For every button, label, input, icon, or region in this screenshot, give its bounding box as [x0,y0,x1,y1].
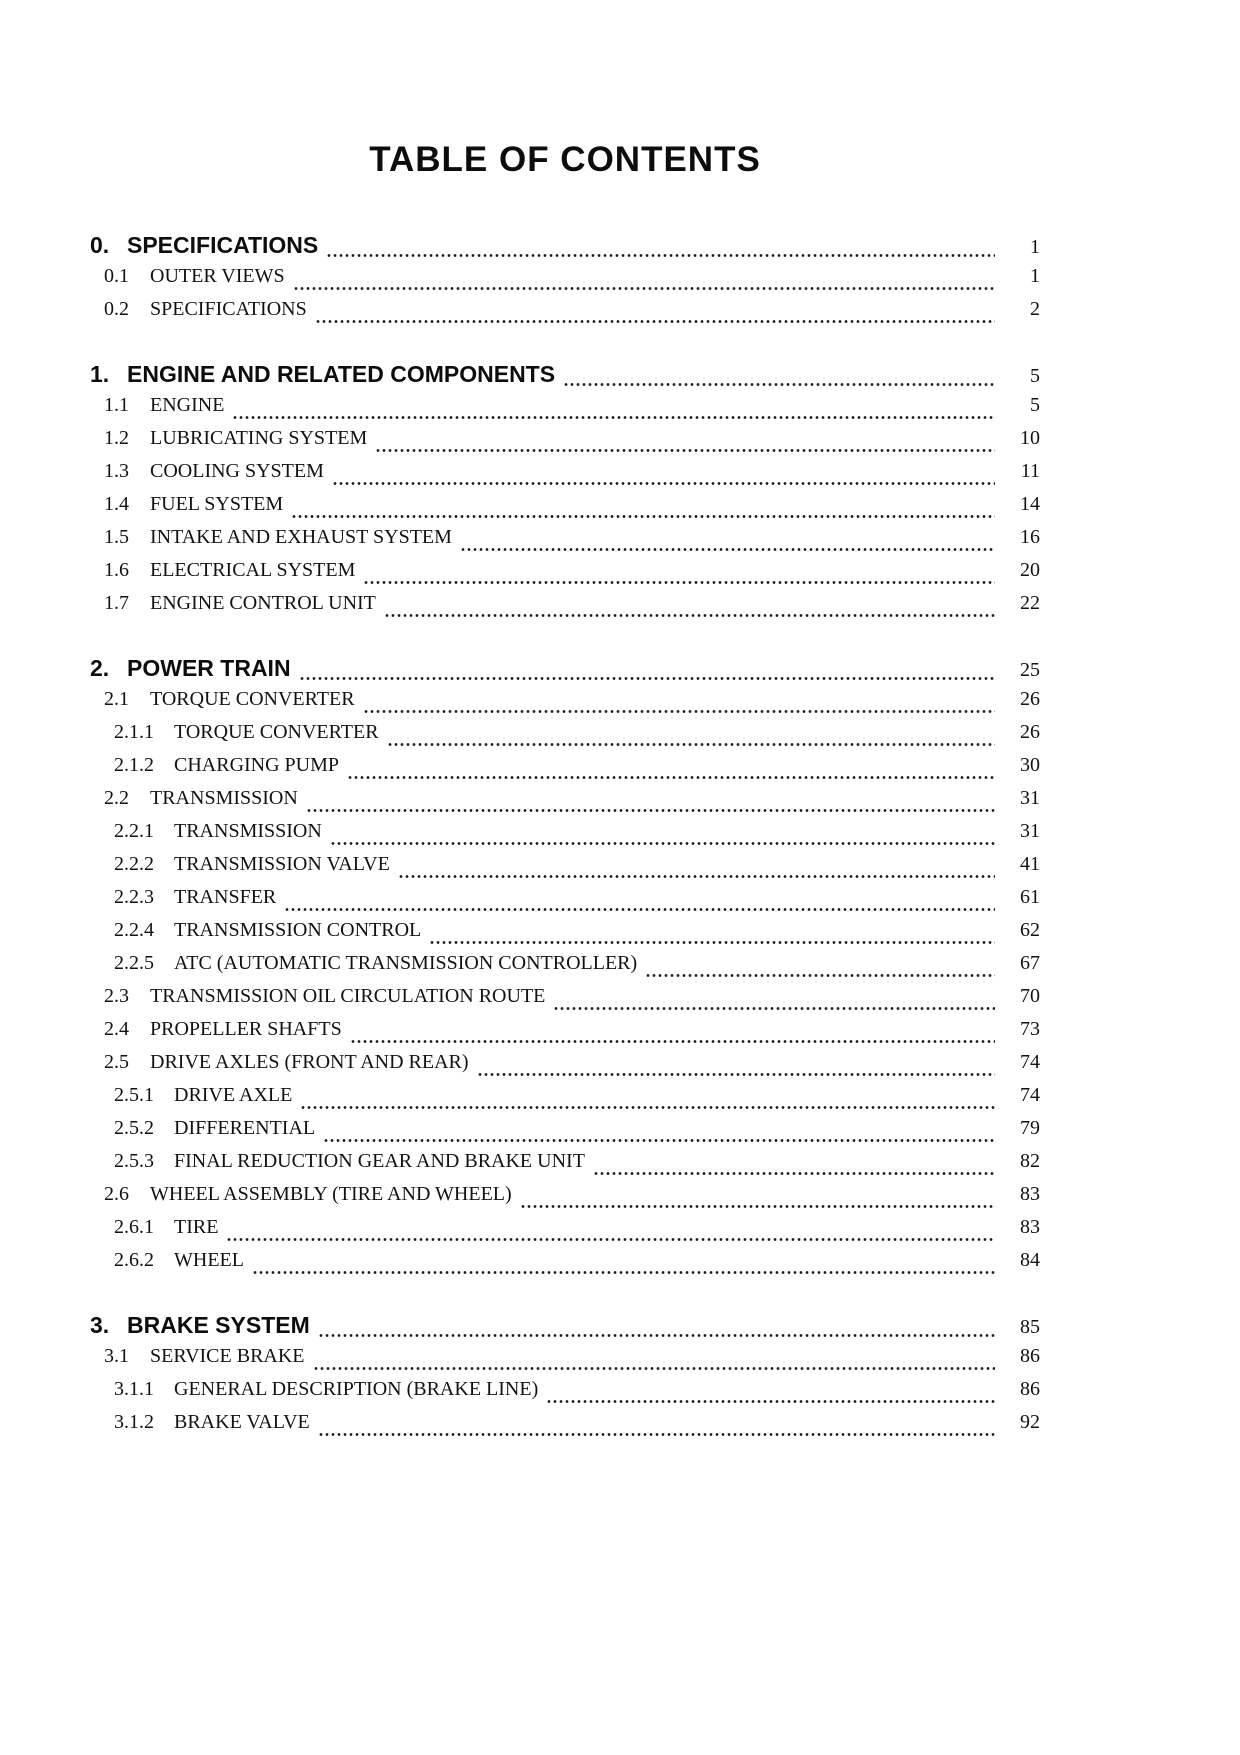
toc-entry-page: 61 [1020,886,1040,908]
toc-entry-title: WHEEL ASSEMBLY (TIRE AND WHEEL) [150,1183,512,1205]
toc-entry-title: TIRE [174,1216,219,1238]
toc-entry-number: 0.1 [104,265,129,287]
toc-entry-number: 2. [90,655,110,681]
dot-leader [327,253,995,258]
toc-entry-number: 2.6.2 [114,1249,154,1271]
toc-entry-number: 1.5 [104,526,129,548]
toc-entry-number: 2.4 [104,1018,129,1040]
toc-entry-page: 79 [1020,1117,1040,1139]
toc-entry-number: 2.2.4 [114,919,154,941]
toc-entry-number: 3.1.1 [114,1378,154,1400]
toc-entry-number: 0. [90,232,110,258]
toc-entry [90,1150,1040,1183]
toc-entry [90,1345,1040,1378]
toc-entry [90,919,1040,952]
toc-entry [90,1117,1040,1150]
toc-entry-title: DRIVE AXLES (FRONT AND REAR) [150,1051,469,1073]
toc-entry-title: ATC (AUTOMATIC TRANSMISSION CONTROLLER) [174,952,638,974]
toc-entry-number: 1.4 [104,493,129,515]
toc-entry [90,655,1040,688]
toc-entry [90,232,1040,265]
toc-entry-title: WHEEL [174,1249,244,1271]
dot-leader [376,448,995,453]
toc-entry-number: 2.3 [104,985,129,1007]
toc-entry-number: 2.2 [104,787,129,809]
dot-leader [461,547,995,552]
toc-entry [90,298,1040,331]
toc-entry-number: 3. [90,1312,110,1338]
toc-entry-page: 26 [1020,688,1040,710]
toc-entry-title: DIFFERENTIAL [174,1117,316,1139]
dot-leader [399,874,995,879]
page-title: TABLE OF CONTENTS [369,140,761,179]
toc-entry-page: 70 [1020,985,1040,1007]
toc-entry-page: 2 [1030,298,1040,320]
toc-entry-page: 62 [1020,919,1040,941]
toc-entry [90,985,1040,1018]
toc-entry-number: 2.5.3 [114,1150,154,1172]
toc-entry-title: ENGINE [150,394,225,416]
dot-leader [324,1138,995,1143]
dot-leader [594,1171,995,1176]
toc-entry [90,265,1040,298]
toc-entry-page: 85 [1020,1316,1040,1338]
toc-entry-page: 22 [1020,592,1040,614]
toc-entry-title: TRANSMISSION [174,820,322,842]
toc-entry-number: 2.1.1 [114,721,154,743]
toc-entry-page: 1 [1030,236,1040,258]
dot-leader [564,382,995,387]
toc-entry-page: 20 [1020,559,1040,581]
toc-entry-title: TRANSMISSION [150,787,298,809]
toc-entry-number: 2.1 [104,688,129,710]
toc-entry-title: ENGINE AND RELATED COMPONENTS [127,361,556,387]
toc-entry [90,493,1040,526]
toc-entry-number: 1.1 [104,394,129,416]
dot-leader [364,709,995,714]
dot-leader [316,319,995,324]
toc-entry-page: 25 [1020,659,1040,681]
toc-entry-number: 2.2.1 [114,820,154,842]
toc-entry-page: 41 [1020,853,1040,875]
toc-entry-page: 1 [1030,265,1040,287]
dot-leader [292,514,995,519]
dot-leader [319,1333,995,1338]
toc-entry [90,688,1040,721]
toc-entry-title: SPECIFICATIONS [150,298,307,320]
toc-entry-number: 1.7 [104,592,129,614]
dot-leader [319,1432,995,1437]
dot-leader [385,613,995,618]
toc-entry-title: LUBRICATING SYSTEM [150,427,368,449]
toc-entry-page: 83 [1020,1183,1040,1205]
dot-leader [646,973,995,978]
toc-entry-page: 5 [1030,365,1040,387]
toc-entry-number: 2.5.1 [114,1084,154,1106]
toc-entry-title: COOLING SYSTEM [150,460,324,482]
toc-entry [90,1411,1040,1444]
toc-entry [90,1378,1040,1411]
dot-leader [233,415,995,420]
toc-entry [90,460,1040,493]
toc-entry-number: 2.6 [104,1183,129,1205]
toc-entry-title: TRANSMISSION VALVE [174,853,390,875]
toc-entry-page: 30 [1020,754,1040,776]
dot-leader [364,580,995,585]
dot-leader [331,841,995,846]
toc-entry [90,754,1040,787]
toc-entry-title: BRAKE SYSTEM [127,1312,310,1338]
toc-entry-title: CHARGING PUMP [174,754,340,776]
dot-leader [547,1399,995,1404]
toc-entry-page: 74 [1020,1084,1040,1106]
toc-entry-number: 3.1 [104,1345,129,1367]
toc-entry-number: 1. [90,361,110,387]
toc-entry-title: ELECTRICAL SYSTEM [150,559,356,581]
toc-entry-page: 73 [1020,1018,1040,1040]
toc-entry [90,1051,1040,1084]
toc-entry-number: 0.2 [104,298,129,320]
toc-entry-title: TRANSMISSION CONTROL [174,919,422,941]
toc-entry-page: 10 [1020,427,1040,449]
toc-entry-title: INTAKE AND EXHAUST SYSTEM [150,526,452,548]
toc-entry-page: 5 [1030,394,1040,416]
toc-entry [90,820,1040,853]
toc-entry-number: 2.2.5 [114,952,154,974]
toc-entry [90,526,1040,559]
toc-entry-page: 14 [1020,493,1040,515]
toc-entry-page: 67 [1020,952,1040,974]
toc-entry [90,361,1040,394]
toc-entry [90,787,1040,820]
toc-entry [90,559,1040,592]
toc-entry-number: 2.5.2 [114,1117,154,1139]
toc-entry-page: 86 [1020,1378,1040,1400]
toc-entry-page: 83 [1020,1216,1040,1238]
dot-leader [253,1270,995,1275]
toc-list [90,232,1040,1444]
toc-entry-title: FINAL REDUCTION GEAR AND BRAKE UNIT [174,1150,585,1172]
dot-leader [521,1204,995,1209]
dot-leader [307,808,995,813]
dot-leader [478,1072,995,1077]
toc-entry-page: 74 [1020,1051,1040,1073]
dot-leader [351,1039,995,1044]
toc-entry [90,1216,1040,1249]
toc-entry-title: GENERAL DESCRIPTION (BRAKE LINE) [174,1378,539,1400]
toc-entry-page: 16 [1020,526,1040,548]
toc-entry [90,394,1040,427]
toc-entry-page: 11 [1020,460,1040,482]
toc-entry-number: 3.1.2 [114,1411,154,1433]
toc-entry-number: 1.2 [104,427,129,449]
toc-entry-number: 2.5 [104,1051,129,1073]
toc-entry [90,427,1040,460]
toc-entry [90,1312,1040,1345]
toc-entry-title: FUEL SYSTEM [150,493,284,515]
toc-entry-title: TRANSMISSION OIL CIRCULATION ROUTE [150,985,546,1007]
dot-leader [554,1006,995,1011]
toc-entry-title: DRIVE AXLE [174,1084,293,1106]
toc-entry-page: 31 [1020,820,1040,842]
toc-entry [90,886,1040,919]
toc-entry-page: 84 [1020,1249,1040,1271]
dot-leader [285,907,995,912]
dot-leader [227,1237,995,1242]
dot-leader [388,742,995,747]
toc-entry [90,1018,1040,1051]
toc-entry [90,1183,1040,1216]
toc-entry-title: PROPELLER SHAFTS [150,1018,342,1040]
toc-entry-page: 92 [1020,1411,1040,1433]
dot-leader [300,676,995,681]
toc-entry-title: TORQUE CONVERTER [150,688,355,710]
dot-leader [333,481,995,486]
toc-entry-title: POWER TRAIN [127,655,291,681]
toc-entry-title: SPECIFICATIONS [127,232,319,258]
toc-entry-number: 1.6 [104,559,129,581]
toc-entry-number: 2.1.2 [114,754,154,776]
toc-entry-page: 31 [1020,787,1040,809]
toc-entry-number: 2.2.3 [114,886,154,908]
toc-entry-title: ENGINE CONTROL UNIT [150,592,376,614]
toc-entry-title: OUTER VIEWS [150,265,285,287]
dot-leader [348,775,995,780]
toc-entry [90,1084,1040,1117]
toc-entry-number: 1.3 [104,460,129,482]
dot-leader [301,1105,995,1110]
toc-entry-page: 26 [1020,721,1040,743]
toc-entry [90,853,1040,886]
toc-entry-title: TORQUE CONVERTER [174,721,379,743]
toc-entry [90,1249,1040,1282]
toc-entry-page: 86 [1020,1345,1040,1367]
toc-entry [90,952,1040,985]
toc-entry-number: 2.6.1 [114,1216,154,1238]
toc-entry-number: 2.2.2 [114,853,154,875]
dot-leader [430,940,995,945]
toc-entry-title: SERVICE BRAKE [150,1345,305,1367]
toc-entry-page: 82 [1020,1150,1040,1172]
toc-entry [90,721,1040,754]
toc-entry-title: TRANSFER [174,886,277,908]
dot-leader [314,1366,995,1371]
toc-entry [90,592,1040,625]
toc-entry-title: BRAKE VALVE [174,1411,310,1433]
dot-leader [294,286,995,291]
